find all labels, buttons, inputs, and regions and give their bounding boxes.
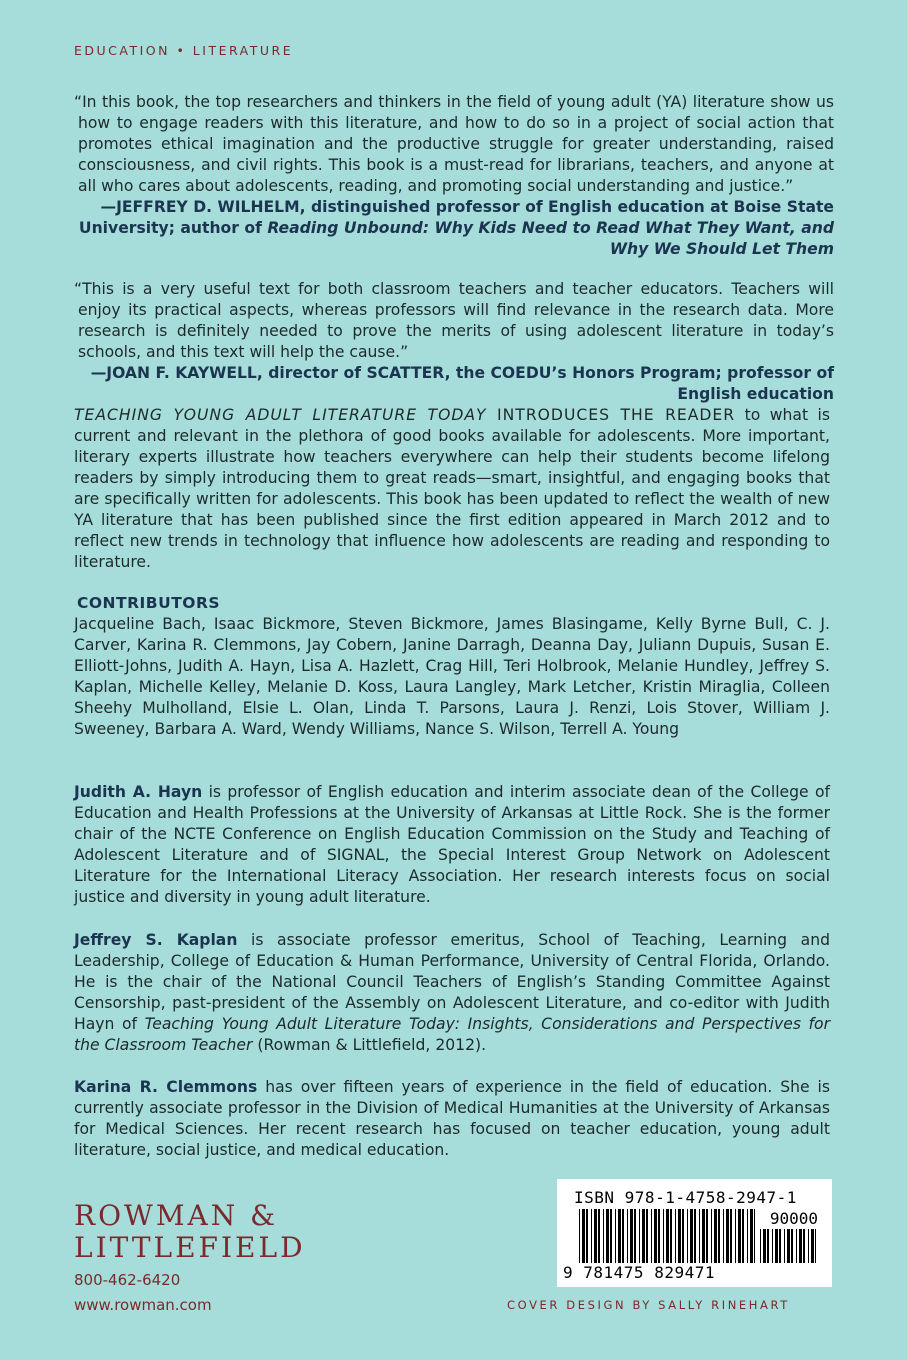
publisher-name-line2: LITTLEFIELD [74, 1231, 306, 1264]
author-bio-kaplan [74, 930, 830, 1056]
isbn-number: ISBN 978-1-4758-2947-1 [574, 1188, 797, 1207]
book-title: Teaching Young Adult Literature Today: Insights, Considerations and Perspectives for the Classroom Teacher [74, 1015, 830, 1054]
category-label: EDUCATION • LITERATURE [74, 43, 294, 58]
publisher-name-line1: ROWMAN & [74, 1199, 279, 1232]
cover-design-credit: COVER DESIGN BY SALLY RINEHART [507, 1298, 790, 1312]
endorsement-quote-1 [74, 92, 834, 260]
contributors-heading: CONTRIBUTORS [77, 594, 221, 612]
author-bio-clemmons [74, 1077, 830, 1161]
price-barcode-icon [760, 1229, 816, 1263]
author-bio-hayn [74, 782, 830, 908]
publisher-phone: 800-462-6420 [74, 1271, 181, 1289]
barcode-digits: 9 781475 829471 [563, 1263, 715, 1282]
publisher-logo [74, 1200, 306, 1264]
bio-tail: (Rowman & Littlefield, 2012). [252, 1036, 487, 1054]
endorsement-quote-2 [74, 279, 834, 405]
summary-lead-caps: INTRODUCES THE READER [486, 406, 736, 424]
price-code: 90000 [769, 1209, 818, 1228]
publisher-website: www.rowman.com [74, 1296, 212, 1314]
summary-text: to what is current and relevant in the plethora of good books available for adolescents. More important, literary experts illustrate how teachers everywhere can help their students become lifelong readers by simply introducing them to great reads—smart, insightful, and engaging books that are specifically written for adolescents. This book has been updated to reflect the wealth of new YA literature that has been published since the first edition appeared in March 2012 and to reflect new trends in technology that influence how adolescents are reading and responding to literature. [74, 406, 831, 571]
contributors-list: Jacqueline Bach, Isaac Bickmore, Steven Bickmore, James Blasingame, Kelly Byrne Bull, C. J. Carver, Karina R. Clemmons, Jay Cobern, Janine Darragh, Deanna Day, Juliann Dupuis, Susan E. Elliott-Johns, Judith A. Hayn, Lisa A. Hazlett, Crag Hill, Teri Holbrook, Melanie Hundley, Jeffrey S. Kaplan, Michelle Kelley, Melanie D. Koss, Laura Langley, Mark Letcher, Kristin Miraglia, Colleen Sheehy Mulholland, Elsie L. Olan, Linda T. Parsons, Laura J. Renzi, Lois Stover, William J. Sweeney, Barbara A. Ward, Wendy Williams, Nance S. Wilson, Terrell A. Young [74, 615, 830, 738]
bio-text: has over fifteen years of experience in the field of education. She is currently associate professor in the Division of Medical Humanities at the University of Arkansas for Medical Sciences. Her recent research has focused on teacher education, young adult literature, social justice, and medical education. [74, 1078, 830, 1159]
bio-text: is associate professor emeritus, School of Teaching, Learning and Leadership, College of Education & Human Performance, University of Central Florida, Orlando. He is the chair of the National Council Teachers of English’s Standing Committee Against Censorship, past-president of the Assembly on Adolescent Literature, and co-editor with Judith Hayn of [74, 931, 830, 1033]
quote-text: “In this book, the top researchers and thinkers in the field of young adult (YA) literature show us how to engage readers with this literature, and how to do so in a project of social action that promotes ethical imagination and the productive struggle for greater understanding, raised consciousness, and civil rights. This book is a must-read for librarians, teachers, and anyone at all who cares about adolescents, reading, and promoting social understanding and justice.” [74, 93, 834, 195]
book-summary [74, 405, 830, 573]
quote-attribution: —JOAN F. KAYWELL, director of SCATTER, the COEDU’s Honors Program; professor of English education [90, 364, 834, 403]
isbn-barcode [557, 1179, 832, 1287]
author-name: Jeffrey S. Kaplan [74, 931, 238, 949]
bio-text: is professor of English education and interim associate dean of the College of Education and Health Professions at the University of Arkansas at Little Rock. She is the former chair of the NCTE Conference on English Education Commission on the Study and Teaching of Adolescent Literature and of SIGNAL, the Special Interest Group Network on Adolescent Literature for the International Literacy Association. Her research interests focus on social justice and diversity in young adult literature. [74, 783, 831, 906]
quote-attribution: —JEFFREY D. WILHELM, distinguished professor of English education at Boise State University; author of Reading Unbound: Why Kids Need to Read What They Want, and Why We Should Let Them [78, 198, 834, 258]
summary-title: TEACHING YOUNG ADULT LITERATURE TODAY [74, 406, 487, 424]
quote-text: “This is a very useful text for both classroom teachers and teacher educators. Teachers will enjoy its practical aspects, whereas professors will find relevance in the research data. More research is definitely needed to prove the merits of using adolescent literature in today’s schools, and this text will help the cause.” [74, 280, 834, 361]
book-title: Reading Unbound: Why Kids Need to Read What They Want, and Why We Should Let Them [267, 219, 834, 258]
author-name: Karina R. Clemmons [74, 1078, 258, 1096]
barcode-icon [579, 1209, 755, 1263]
author-name: Judith A. Hayn [74, 783, 203, 801]
